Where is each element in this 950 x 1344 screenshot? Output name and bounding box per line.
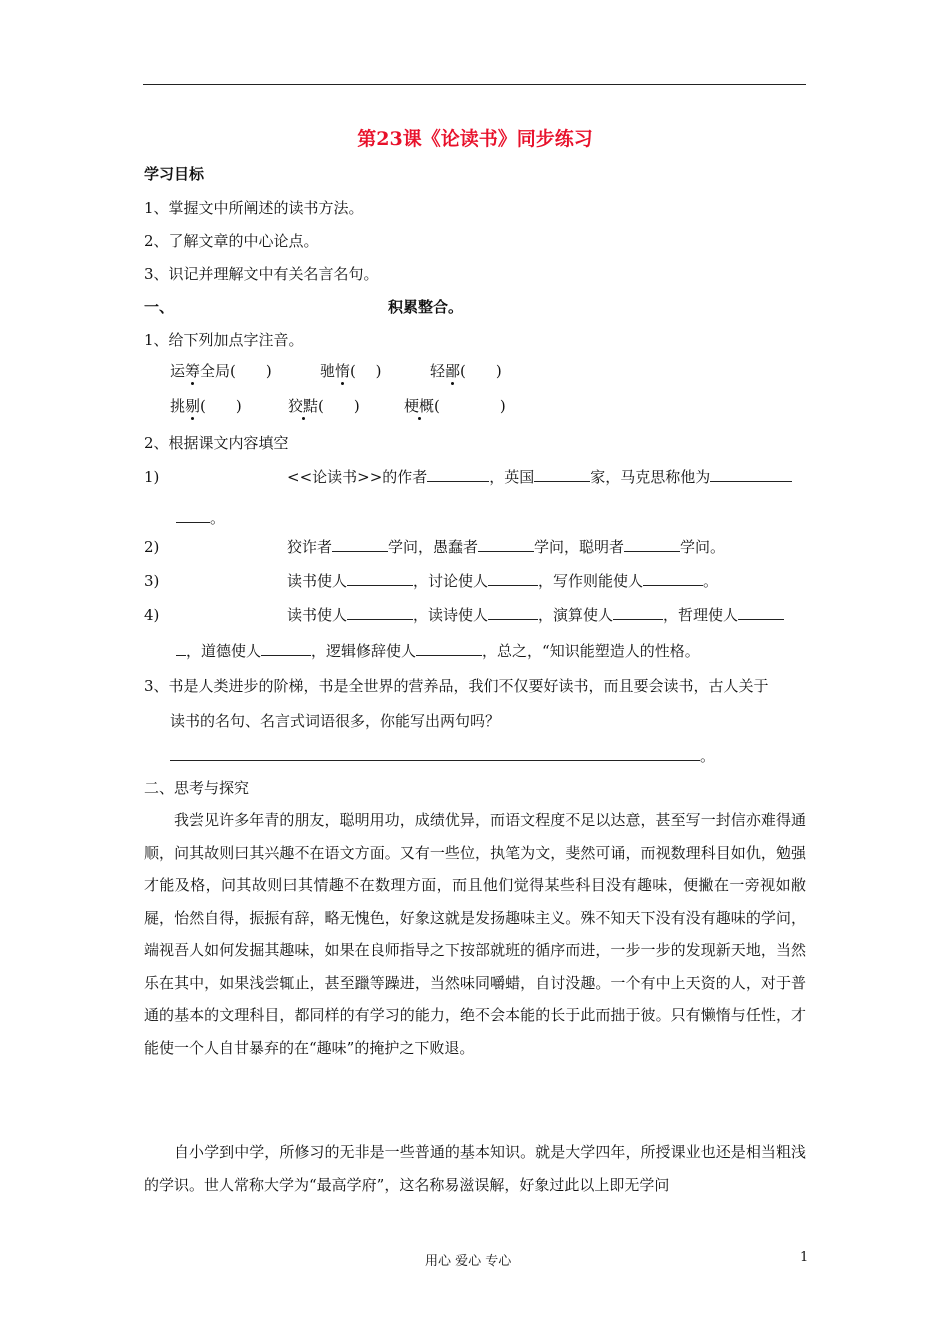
pinyin-item: 挑剔( ) bbox=[170, 397, 242, 415]
section2-heading: 二、思考与探究 bbox=[144, 779, 250, 797]
fill-blank-line: ，道德使人 ，逻辑修辞使人 ，总之，“知识能塑造人的性格。 bbox=[176, 641, 700, 661]
page-number: 1 bbox=[800, 1250, 809, 1265]
objectives-heading: 学习目标 bbox=[144, 165, 205, 183]
q2-prompt: 2、根据课文内容填空 bbox=[144, 434, 289, 452]
q3-prompt: 3、书是人类进步的阶梯，书是全世界的营养品，我们不仅要好读书，而且要会读书，古人关于 bbox=[144, 677, 769, 695]
section1-heading: 积累整合。 bbox=[388, 298, 464, 316]
fill-blank-line: <<论读书>>的作者 ，英国 家，马克思称他为 bbox=[287, 467, 792, 487]
fill-blank-line: 狡诈者 学问，愚蠢者 学问，聪明者 学问。 bbox=[287, 538, 726, 556]
item-number: 4) bbox=[144, 606, 160, 624]
pinyin-item: 狡黠( ) bbox=[288, 397, 360, 415]
objective-item: 1、掌握文中所阐述的读书方法。 bbox=[144, 199, 364, 217]
page-title: 第23课《论读书》同步练习 bbox=[357, 128, 593, 150]
pinyin-item: 梗概( ) bbox=[404, 397, 506, 415]
fill-blank-line: 读书使人 ，讨论使人 ，写作则能使人 。 bbox=[287, 572, 719, 590]
section1-number: 一、 bbox=[144, 298, 175, 316]
header-rule bbox=[143, 84, 806, 85]
pinyin-item: 驰惰( ) bbox=[320, 362, 382, 380]
item-number: 2) bbox=[144, 538, 160, 556]
q3-prompt-cont: 读书的名句、名言式词语很多，你能写出两句吗？ bbox=[170, 712, 501, 730]
item-number: 3) bbox=[144, 572, 160, 590]
fill-blank-line: 。 bbox=[176, 508, 225, 528]
passage-paragraph: 我尝见许多年青的朋友，聪明用功，成绩优异，而语文程度不足以达意，甚至写一封信亦难得通顺，问其故则曰其兴趣不在语文方面。又有一些位，执笔为文，斐然可诵，而视数理科目如仇，勉强才能及格，问其故则曰其情趣不在数理方面，而且他们觉得某些科目没有趣味，便撇在一旁视如敝屣，怡然自得，振振有辞，略无愧色，好象这就是发扬趣味主义。殊不知天下没有没有趣味的学问，端视吾人如何发掘其趣味，如果在良师指导之下按部就班的循序而进，一步一步的发现新天地，当然乐在其中，如果浅尝辄止，甚至躐等躁进，当然味同嚼蜡，自讨没趣。一个有中上天资的人，对于普通的基本的文理科目，都同样的有学习的能力，绝不会本能的长于此而拙于彼。只有懒惰与任性，才能使一个人自甘暴弃的在“趣味”的掩护之下败退。 bbox=[144, 811, 806, 1057]
answer-line: 。 bbox=[170, 746, 715, 766]
objective-item: 3、识记并理解文中有关名言名句。 bbox=[144, 265, 379, 283]
objective-item: 2、了解文章的中心论点。 bbox=[144, 232, 319, 250]
passage-paragraph: 自小学到中学，所修习的无非是一些普通的基本知识。就是大学四年，所授课业也还是相当粗浅的学识。世人常称大学为“最高学府”，这名称易滋误解，好象过此以上即无学问 bbox=[144, 1143, 806, 1194]
pinyin-item: 轻鄙( ) bbox=[430, 362, 502, 380]
item-number: 1) bbox=[144, 468, 160, 486]
footer-motto: 用心 爱心 专心 bbox=[425, 1254, 512, 1269]
pinyin-item: 运筹全局( ) bbox=[170, 362, 272, 380]
q1-prompt: 1、给下列加点字注音。 bbox=[144, 331, 304, 349]
fill-blank-line: 读书使人 ，读诗使人 ，演算使人 ，哲理使人 bbox=[287, 605, 784, 625]
